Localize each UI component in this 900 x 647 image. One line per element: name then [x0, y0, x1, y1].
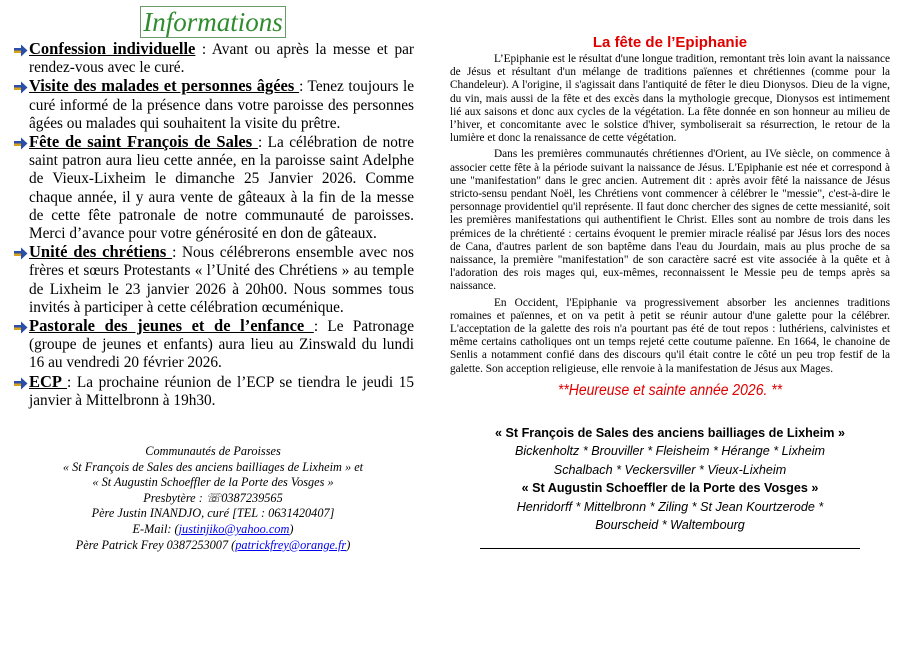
email-label: E-Mail: (: [132, 522, 179, 537]
info-item-title: Fête de saint François de Sales: [29, 132, 258, 152]
arrow-bullet-icon: [12, 376, 29, 391]
parish-title-st-francois: « St François de Sales des anciens bailliages de Lixheim »: [495, 425, 845, 440]
arrow-bullet-icon: [12, 136, 29, 151]
info-item-text: [29, 373, 414, 410]
footer-line-communautes: Communautés de Paroisses: [145, 444, 281, 459]
right-column: [450, 34, 890, 549]
info-item-body: : La prochaine réunion de l’ECP se tiendra le jeudi 15 janvier à Mittelbronn à 19h30.: [29, 373, 415, 409]
info-item-unite-chretiens: [12, 243, 414, 317]
info-item-body: : Le Patronage (groupe de jeunes et enfants) aura lieu au Zinswald du lundi 16 au vendredi 20 février 2026.: [29, 318, 414, 372]
article-paragraph: Dans les premières communautés chrétiennes d'Orient, au IVe siècle, on commence à associer cette fête à la période suivant la naissance de Jésus. L'Epiphanie est née et correspond à une "manifestation" dans le grec ancien. Autrement dit : après avoir fêté la naissance de Jésus stricto-sensu pendant Noël, les Chrétiens vont commencer à célébrer le "messie", c'est-à-dire le personnage providentiel qu'il représente. Il faut donc chercher des signes de cette messianité, soit les premières manifestations qui authentifient le Christ. Elles sont au nombre de trois dans les prémices de la chrétienté : certains évoquent le premier miracle réalisé par Jésus lors des noces de Cana, d'autres parlent de son baptême dans l'eau du Jourdain, mais au plus proche de sa naissance, la première "manifestation" de son caractère sacré est vite associée à la quête et à l'adoration des rois mages qui, eux-mêmes, reconnaissent le Messie peu de temps après sa naissance.: [450, 148, 890, 293]
parish-villages-line: Schalbach * Veckersviller * Vieux-Lixheim: [553, 462, 787, 477]
left-column: [12, 6, 414, 553]
arrow-bullet-icon: [12, 80, 29, 95]
parish-villages-line: Henridorff * Mittelbronn * Ziling * St Jean Kourtzerode *: [516, 499, 824, 514]
info-list: [12, 40, 414, 410]
info-item-visite: [12, 77, 414, 133]
parish-list: [450, 424, 890, 534]
email-close: ): [289, 522, 294, 537]
footer-line-cure: Père Justin INANDJO, curé [TEL : 0631420407]: [91, 506, 335, 521]
info-item-text: [29, 317, 414, 373]
patrick-close: ): [346, 537, 351, 552]
email-link-justin[interactable]: justinjiko@yahoo.com: [178, 522, 290, 537]
info-item-title: ECP: [29, 371, 68, 391]
arrow-bullet-icon: [12, 43, 29, 58]
info-item-text: [29, 243, 414, 317]
info-item-text: [29, 77, 414, 133]
info-item-ecp: [12, 373, 414, 410]
parish-title-st-augustin: « St Augustin Schoeffler de la Porte des Vosges »: [521, 481, 819, 496]
info-item-text: [29, 40, 414, 77]
parish-villages-line: Bickenholtz * Brouviller * Fleisheim * Hérange * Lixheim: [514, 444, 826, 459]
info-item-text: [29, 133, 414, 243]
informations-title: Informations: [140, 6, 286, 38]
arrow-bullet-icon: [12, 246, 29, 261]
bottom-divider: [480, 548, 860, 549]
info-item-title: Pastorale des jeunes et de l’enfance: [29, 316, 314, 336]
new-year-wish: **Heureuse et sainte année 2026. **: [557, 381, 783, 399]
info-item-confession: [12, 40, 414, 77]
patrick-label: Père Patrick Frey 0387253007 (: [75, 537, 236, 552]
info-item-body: : La célébration de notre saint patron aura lieu cette année, en la paroisse saint Adelphe de Vieux-Lixheim le dimanche 25 Janvier 2026. Comme chaque année, il y aura vente de gâteaux à la fin de la messe de cette fête patronale de notre communauté de paroisses. Merci d’avance pour votre générosité en don de gâteaux.: [29, 134, 415, 243]
info-item-body: : Avant ou après la messe et par rendez-vous avec le curé.: [29, 41, 414, 77]
info-item-fete-saint-francois: [12, 133, 414, 243]
footer-line-patrick: [12, 538, 414, 554]
email-link-patrick[interactable]: patrickfrey@orange.fr: [235, 537, 347, 552]
footer-line-email: [12, 522, 414, 538]
info-item-body: : Tenez toujours le curé informé de la présence dans votre paroisse des personnes âgées ou malades qui souhaitent la visite du prêtre.: [29, 78, 414, 132]
contact-footer: [12, 444, 414, 553]
article-paragraph: En Occident, l'Epiphanie va progressivement absorber les anciennes traditions romaines et païennes, et on va petit à petit se réunir autour d'une galette pour la célébrer. L'acceptation de la galette des rois n'a pourtant pas été de tout repos : luthériens, calvinistes et même certains catholiques ont un temps rejeté cette coutume païenne. En 1664, le chanoine de Senlis a notamment confié dans des discours qu'il était contre le côté un peu trop festif de la galette. Son acception religieuse, elle renvoie à la manifestation de Jésus aux Mages.: [450, 296, 890, 375]
article-title: La fête de l’Epiphanie: [592, 34, 748, 51]
footer-line-presbytere: Presbytère : ☏0387239565: [143, 490, 283, 505]
footer-line-st-francois: « St François de Sales des anciens bailliages de Lixheim » et: [62, 459, 364, 474]
arrow-bullet-icon: [12, 320, 29, 335]
info-item-body: : Nous célébrerons ensemble avec nos frères et sœurs Protestants « l’Unité des Chrétiens » au temple de Lixheim le 23 janvier 2026 à 20h00. Nous sommes tous invités à participer à cette célébration œcuménique.: [29, 244, 414, 316]
info-item-title: Visite des malades et personnes âgées: [29, 76, 300, 96]
info-item-title: Confession individuelle: [29, 39, 196, 58]
info-item-pastorale: [12, 317, 414, 373]
footer-line-st-augustin: « St Augustin Schoeffler de la Porte des Vosges »: [92, 475, 334, 490]
article-paragraph: L’Epiphanie est le résultat d'une longue tradition, remontant très loin avant la naissance de Jésus et résultant d'un mélange de traditions païennes et chrétiennes (comme pour la Chandeleur). A l'origine, il s'agissait dans l'antiquité de fêter le dieu Dionysos. Dieu de la vigne, du vin, mais aussi de la fête et des excès dans la mythologie grecque, Dionysos est intimement lié aux saisons et donc aux cycles de la végétation. La fête donnée en son honneur au milieu de l’hiver, et concomitante avec le solstice d'hiver, symboliserait sa résurrection, le retour de la lumière et donc la renaissance de cette végétation.: [450, 53, 890, 145]
parish-villages-line: Bourscheid * Waltembourg: [595, 517, 745, 532]
informations-heading: [12, 6, 414, 38]
info-item-title: Unité des chrétiens: [29, 242, 173, 262]
